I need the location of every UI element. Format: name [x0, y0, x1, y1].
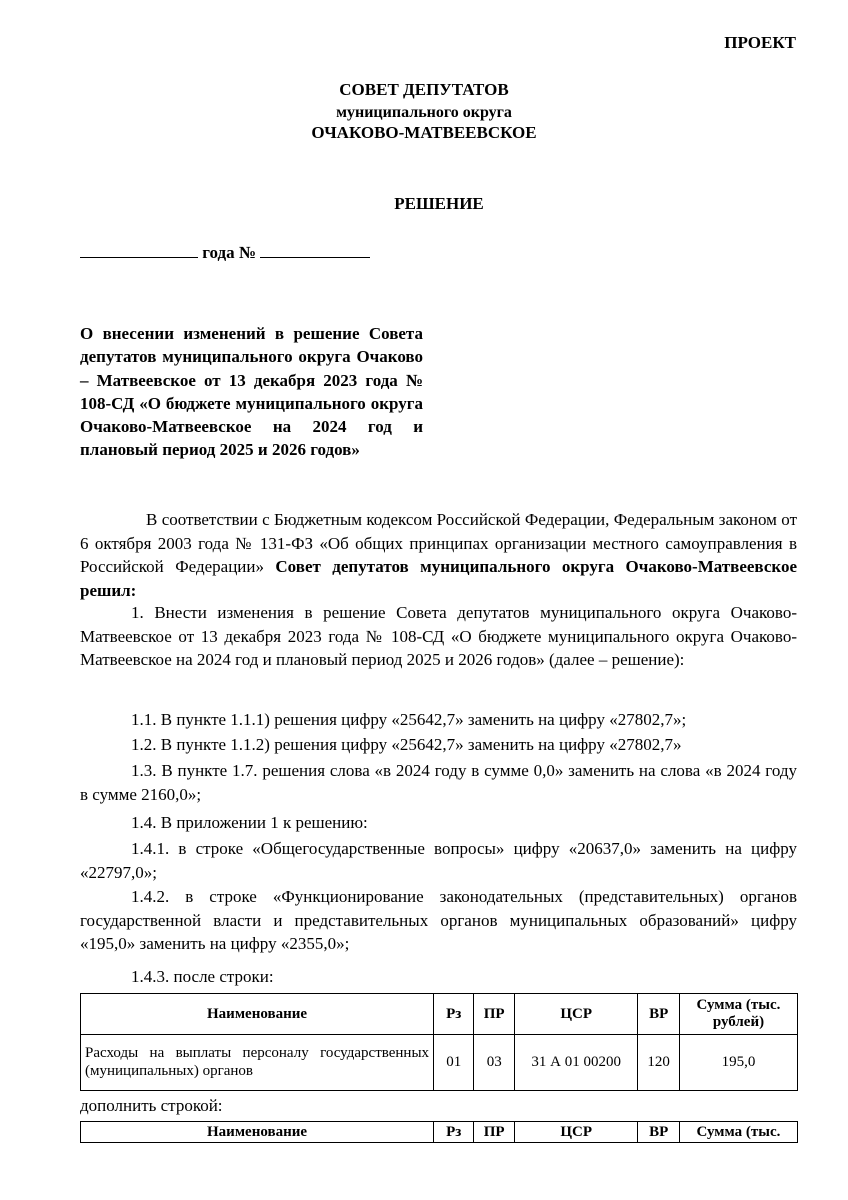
- preamble-resolution: Совет депутатов муниципального округа Очаково-Матвеевское решил:: [80, 557, 797, 600]
- header-name: Наименование: [81, 994, 434, 1035]
- row-vr: 120: [638, 1035, 680, 1091]
- table-row: [81, 1035, 798, 1091]
- date-blank: [80, 241, 198, 258]
- paragraph-1-3: 1.3. В пункте 1.7. решения слова «в 2024 году в сумме 0,0» заменить на слова «в 2024 году в сумме 2160,0»;: [80, 761, 797, 804]
- header-pr: ПР: [474, 994, 514, 1035]
- decision-subject: О внесении изменений в решение Совета депутатов муниципального округа Очаково – Матвеевское от 13 декабря 2023 года № 108-СД «О бюджете муниципального округа Очаково-Матвеевское на 2024 год и плановый период 2025 и 2026 годов»: [80, 324, 423, 460]
- paragraph-1-2: 1.2. В пункте 1.1.2) решения цифру «25642,7» заменить на цифру «27802,7»: [131, 735, 682, 754]
- paragraph-1-4-2: 1.4.2. в строке «Функционирование законодательных (представительных) органов государственной власти и представительных органов муниципальных образований» цифру «195,0» заменить на цифру «2355,0»;: [80, 887, 797, 953]
- budget-table-existing: [80, 993, 798, 1091]
- header-vr: ВР: [638, 994, 680, 1035]
- header-vr: ВР: [638, 1122, 680, 1143]
- preamble: [80, 508, 797, 602]
- paragraph-1-4: 1.4. В приложении 1 к решению:: [131, 813, 368, 832]
- table-header-row: [81, 994, 798, 1035]
- row-pr: 03: [474, 1035, 514, 1091]
- preamble-text: В соответствии с Бюджетным кодексом Российской Федерации, Федеральным законом от 6 октября 2003 года № 131-ФЗ «Об общих принципах организации местного самоуправления в Российской Федерации»: [80, 510, 797, 576]
- decision-heading: РЕШЕНИЕ: [394, 194, 484, 213]
- header-sum: Сумма (тыс. рублей): [679, 994, 797, 1035]
- add-row-label: дополнить строкой:: [80, 1096, 223, 1115]
- header-name: Наименование: [81, 1122, 434, 1143]
- row-name: Расходы на выплаты персоналу государственных (муниципальных) органов: [81, 1035, 434, 1091]
- header-pr: ПР: [474, 1122, 514, 1143]
- header-csr: ЦСР: [514, 1122, 638, 1143]
- paragraph-1-4-3: 1.4.3. после строки:: [131, 967, 274, 986]
- header-csr: ЦСР: [514, 994, 638, 1035]
- budget-table-new: [80, 1121, 798, 1143]
- draft-stamp: ПРОЕКТ: [724, 33, 796, 52]
- number-blank: [260, 241, 370, 258]
- council-title: СОВЕТ ДЕПУТАТОВ: [339, 80, 509, 99]
- district-name: ОЧАКОВО-МАТВЕЕВСКОЕ: [311, 123, 537, 142]
- council-subtitle: муниципального округа: [336, 104, 512, 121]
- row-sum: 195,0: [679, 1035, 797, 1091]
- header-sum: Сумма (тыс.: [679, 1122, 797, 1143]
- header-rz: Рз: [434, 994, 474, 1035]
- date-number-line: [80, 241, 370, 263]
- table-header-row: [81, 1122, 798, 1143]
- row-rz: 01: [434, 1035, 474, 1091]
- paragraph-1: 1. Внести изменения в решение Совета депутатов муниципального округа Очаково-Матвеевское от 13 декабря 2023 года № 108-СД «О бюджете муниципального округа Очаково-Матвеевское на 2024 год и плановый период 2025 и 2026 годов» (далее – решение):: [80, 603, 797, 669]
- row-csr: 31 А 01 00200: [514, 1035, 638, 1091]
- date-number-label: года №: [202, 243, 256, 262]
- header-rz: Рз: [434, 1122, 474, 1143]
- paragraph-1-1: 1.1. В пункте 1.1.1) решения цифру «25642,7» заменить на цифру «27802,7»;: [131, 710, 687, 729]
- paragraph-1-4-1: 1.4.1. в строке «Общегосударственные вопросы» цифру «20637,0» заменить на цифру «22797,0»;: [80, 839, 797, 882]
